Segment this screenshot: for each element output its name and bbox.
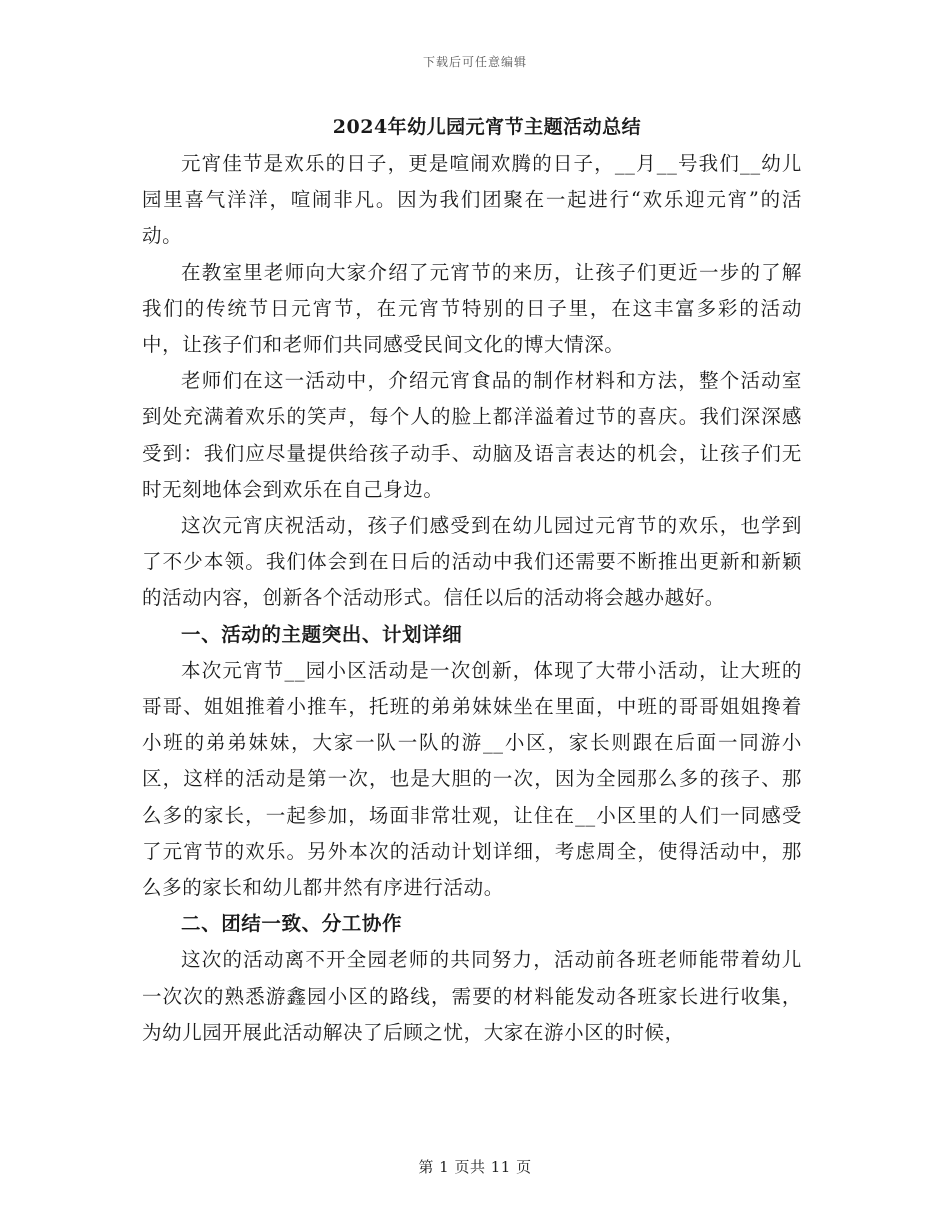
paragraph-teachers: 老师们在这一活动中，介绍元宵食品的制作材料和方法，整个活动室到处充满着欢乐的笑声，每个人的脸上都洋溢着过节的喜庆。我们深深感受到：我们应尽量提供给孩子动手、动脑及语言表达的机会，让孩子们无时无刻地体会到欢乐在自己身边。: [142, 369, 802, 501]
section-heading-2: 二、团结一致、分工协作: [181, 912, 403, 936]
paragraph-classroom: 在教室里老师向大家介绍了元宵节的来历，让孩子们更近一步的了解我们的传统节日元宵节，在元宵节特别的日子里，在这丰富多彩的活动中，让孩子们和老师们共同感受民间文化的博大情深。: [142, 260, 802, 357]
header-note: 下载后可任意编辑: [422, 55, 527, 69]
page-number: 第 1 页共 11 页: [418, 1158, 532, 1176]
section-paragraph-1: 本次元宵节__园小区活动是一次创新，体现了大带小活动，让大班的哥哥、姐姐推着小推车，托班的弟弟妹妹坐在里面，中班的哥哥姐姐搀着小班的弟弟妹妹，大家一队一队的游__小区，家长则跟在后面一同游小区，这样的活动是第一次，也是大胆的一次，因为全园那么多的孩子、那么多的家长，一起参加，场面非常壮观，让住在__小区里的人们一同感受了元宵节的欢乐。另外本次的活动计划详细，考虑周全，使得活动中，那么多的家长和幼儿都井然有序进行活动。: [142, 658, 802, 900]
document-title: 2024年幼儿园元宵节主题活动总结: [332, 116, 642, 138]
section-paragraph-2: 这次的活动离不开全园老师的共同努力，活动前各班老师能带着幼儿一次次的熟悉游鑫园小区的路线，需要的材料能发动各班家长进行收集，为幼儿园开展此活动解决了后顾之忧，大家在游小区的时候，: [142, 948, 802, 1044]
section-heading-1: 一、活动的主题突出、计划详细: [181, 622, 463, 646]
paragraph-intro: 元宵佳节是欢乐的日子，更是喧闹欢腾的日子，__月__号我们__幼儿园里喜气洋洋，喧闹非凡。因为我们团聚在一起进行“欢乐迎元宵”的活动。: [142, 152, 802, 248]
paragraph-celebration: 这次元宵庆祝活动，孩子们感受到在幼儿园过元宵节的欢乐，也学到了不少本领。我们体会到在日后的活动中我们还需要不断推出更新和新颖的活动内容，创新各个活动形式。信任以后的活动将会越办越好。: [142, 514, 802, 610]
document-body: [142, 110, 802, 1051]
